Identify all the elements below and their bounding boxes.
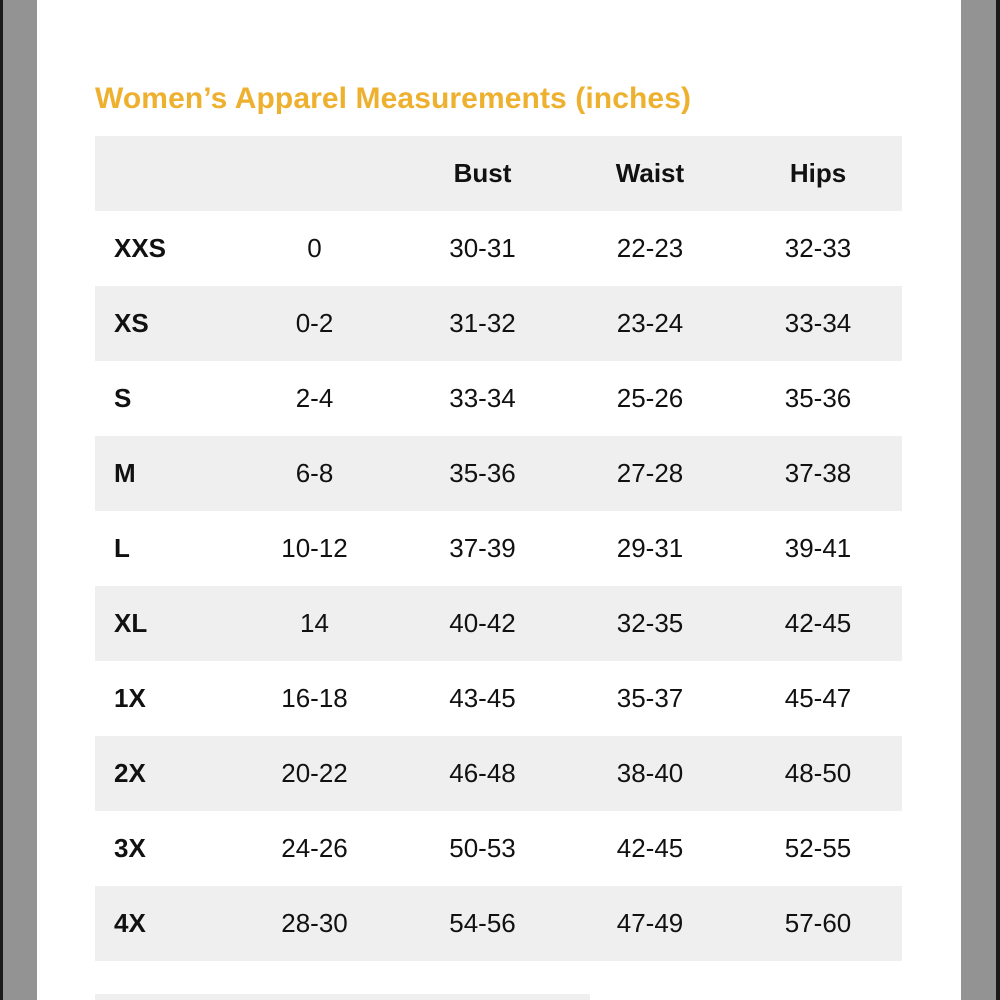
cell-bust: 35-36	[449, 458, 516, 488]
cell-bust: 54-56	[449, 908, 516, 938]
cell-waist: 27-28	[616, 458, 684, 488]
cell-hips: 45-47	[784, 683, 852, 713]
cell-bust: 50-53	[449, 833, 516, 863]
cell-numeric-size: 0-2	[295, 308, 334, 338]
cell-bust: 31-32	[449, 308, 516, 338]
cell-bust: 40-42	[449, 608, 516, 638]
cell-size: M	[114, 458, 136, 488]
cell-waist: 25-26	[616, 383, 684, 413]
size-chart-table	[95, 136, 902, 961]
cell-waist: 22-23	[616, 233, 684, 263]
cell-hips: 32-33	[784, 233, 852, 263]
header-hips: Hips	[789, 158, 847, 188]
cell-size: 2X	[114, 758, 146, 788]
cell-size: XL	[114, 608, 148, 638]
cell-waist: 42-45	[616, 833, 684, 863]
cell-hips: 35-36	[784, 383, 852, 413]
cell-hips: 42-45	[784, 608, 852, 638]
cell-size: XS	[114, 308, 149, 338]
cell-size: 1X	[114, 683, 146, 713]
cell-numeric-size: 16-18	[281, 683, 348, 713]
cell-numeric-size: 2-4	[295, 383, 334, 413]
cell-hips: 48-50	[784, 758, 852, 788]
header-bust: Bust	[453, 158, 512, 188]
table-row	[95, 286, 902, 361]
cell-bust: 30-31	[449, 233, 516, 263]
cell-hips: 57-60	[784, 908, 852, 938]
size-chart-sheet	[37, 0, 961, 1000]
page-title: Women’s Apparel Measurements (inches)	[95, 82, 692, 115]
header-numeric-size	[230, 136, 399, 211]
cell-numeric-size: 0	[307, 233, 322, 263]
table-header-row	[95, 136, 902, 211]
table-row	[95, 211, 902, 286]
cell-hips: 39-41	[784, 533, 852, 563]
cell-waist: 32-35	[616, 608, 684, 638]
cell-waist: 38-40	[616, 758, 684, 788]
table-row	[95, 886, 902, 961]
table-row	[95, 811, 902, 886]
header-waist: Waist	[615, 158, 685, 188]
cell-bust: 33-34	[449, 383, 516, 413]
cell-bust: 43-45	[449, 683, 516, 713]
cell-size: S	[114, 383, 132, 413]
cell-size: 4X	[114, 908, 146, 938]
next-section-bar	[95, 994, 590, 1000]
cell-waist: 29-31	[616, 533, 684, 563]
cell-hips: 37-38	[784, 458, 852, 488]
cell-numeric-size: 24-26	[281, 833, 348, 863]
cell-numeric-size: 10-12	[281, 533, 348, 563]
table-row	[95, 511, 902, 586]
header-size	[95, 136, 230, 211]
cell-waist: 23-24	[616, 308, 684, 338]
table-row	[95, 736, 902, 811]
table-row	[95, 361, 902, 436]
left-frame-border	[0, 0, 37, 1000]
cell-hips: 52-55	[784, 833, 852, 863]
table-row	[95, 661, 902, 736]
cell-numeric-size: 20-22	[281, 758, 348, 788]
cell-hips: 33-34	[784, 308, 852, 338]
cell-numeric-size: 6-8	[295, 458, 334, 488]
cell-numeric-size: 28-30	[281, 908, 348, 938]
table-row	[95, 586, 902, 661]
cell-bust: 37-39	[449, 533, 516, 563]
cell-bust: 46-48	[449, 758, 516, 788]
right-frame-border	[961, 0, 1000, 1000]
cell-size: XXS	[114, 233, 167, 263]
cell-size: L	[114, 533, 130, 563]
cell-numeric-size: 14	[300, 608, 329, 638]
cell-size: 3X	[114, 833, 146, 863]
cell-waist: 47-49	[616, 908, 684, 938]
table-row	[95, 436, 902, 511]
cell-waist: 35-37	[616, 683, 684, 713]
